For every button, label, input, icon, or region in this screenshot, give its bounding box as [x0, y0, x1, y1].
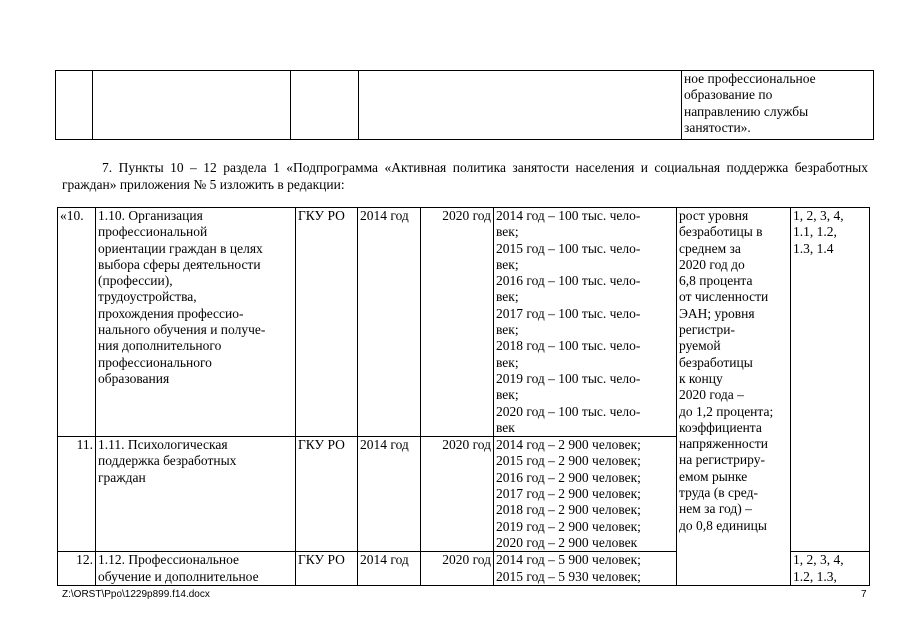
- measure-name: 1.11. Психологическая поддержка безработных граждан: [96, 437, 296, 552]
- continued-result-cell: ное профессиональное образование по направлению службы занятости».: [682, 71, 874, 140]
- planned-values: 2014 год – 2 900 человек; 2015 год – 2 900 человек; 2016 год – 2 900 человек; 2017 год – 2 900 человек; 2018 год – 2 900 человек; 2019 год – 2 900 человек; 2020 год – 2 900 человек: [494, 437, 677, 552]
- empty-cell: [56, 71, 93, 140]
- footer-file-path: Z:\ORST\Ppo\1229p899.f14.docx: [62, 589, 210, 600]
- indicator-links: 1, 2, 3, 4, 1.2, 1.3,: [791, 552, 870, 586]
- continued-table: [55, 70, 874, 140]
- start-year: 2014 год: [358, 552, 421, 586]
- row-number: 11.: [58, 437, 96, 552]
- expected-result: рост уровня безработицы в среднем за 2020 год до 6,8 процента от численности ЭАН; уровня регистри- руемой безработицы к концу 2020 года – до 1,2 процента; коэффициента напряженности на регистриру- емом рынке труда (в сред- нем за год) – до 0,8 единицы: [677, 208, 791, 586]
- table-row: [58, 208, 870, 437]
- indicator-links: 1, 2, 3, 4, 1.1, 1.2, 1.3, 1.4: [791, 208, 870, 552]
- end-year: 2020 год: [421, 437, 494, 552]
- start-year: 2014 год: [358, 208, 421, 437]
- amendment-paragraph: 7. Пункты 10 – 12 раздела 1 «Подпрограмма «Активная политика занятости населения и социальная поддержка безработных граждан» приложения № 5 изложить в редакции:: [62, 160, 868, 192]
- end-year: 2020 год: [421, 552, 494, 586]
- executor: ГКУ РО: [296, 437, 358, 552]
- page-number: 7: [861, 589, 867, 600]
- planned-values: 2014 год – 5 900 человек; 2015 год – 5 930 человек;: [494, 552, 677, 586]
- measure-name: 1.12. Профессиональное обучение и дополнительное: [96, 552, 296, 586]
- empty-cell: [359, 71, 682, 140]
- row-number: «10.: [58, 208, 96, 437]
- empty-cell: [93, 71, 291, 140]
- program-table: [57, 207, 870, 586]
- end-year: 2020 год: [421, 208, 494, 437]
- row-number: 12.: [58, 552, 96, 586]
- empty-cell: [291, 71, 359, 140]
- executor: ГКУ РО: [296, 208, 358, 437]
- start-year: 2014 год: [358, 437, 421, 552]
- measure-name: 1.10. Организация профессиональной ориентации граждан в целях выбора сферы деятельности (профессии), трудоустройства, прохождения профессио- нального обучения и получе- ния дополнительного профессионального образования: [96, 208, 296, 437]
- planned-values: 2014 год – 100 тыс. чело- век; 2015 год – 100 тыс. чело- век; 2016 год – 100 тыс. чело- век; 2017 год – 100 тыс. чело- век; 2018 год – 100 тыс. чело- век; 2019 год – 100 тыс. чело- век; 2020 год – 100 тыс. чело- век: [494, 208, 677, 437]
- continued-table-row: [56, 71, 874, 140]
- executor: ГКУ РО: [296, 552, 358, 586]
